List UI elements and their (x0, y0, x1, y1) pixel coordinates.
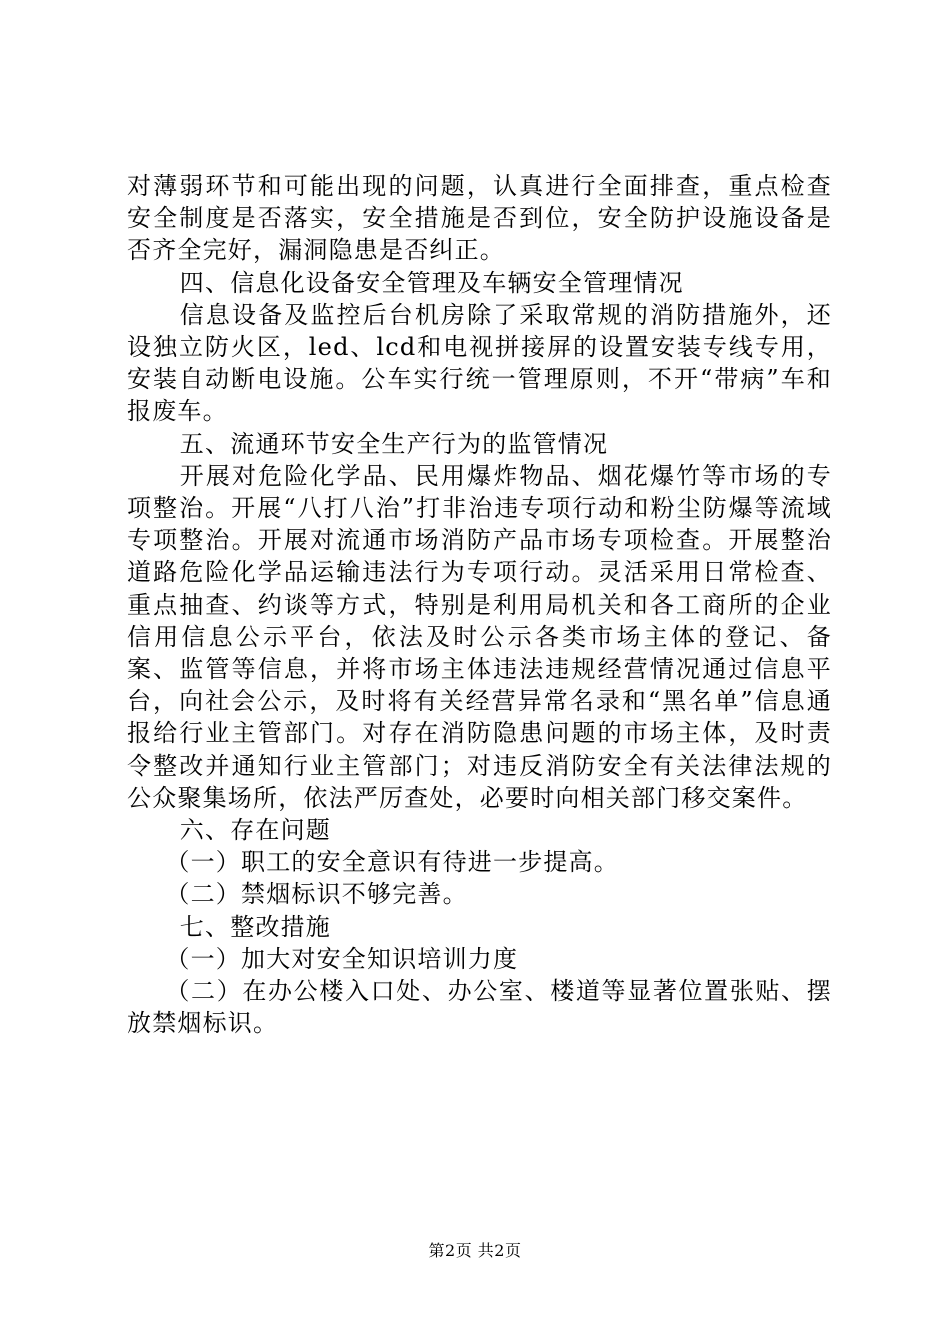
list-item-problem-2: （二）禁烟标识不够完善。 (165, 880, 468, 909)
heading-section-6: 六、存在问题 (179, 816, 331, 845)
list-item-measure-1: （一）加大对安全知识培训力度 (165, 944, 519, 973)
list-item-measure-2: （二）在办公楼入口处、办公室、楼道等显著位置张贴、摆放禁烟标识。 (127, 977, 832, 1038)
paragraph-safety-inspection: 对薄弱环节和可能出现的问题，认真进行全面排查，重点检查安全制度是否落实，安全措施是否到位，安全防护设施设备是否齐全完好，漏洞隐患是否纠正。 (127, 172, 832, 265)
paragraph-it-equipment: 信息设备及监控后台机房除了采取常规的消防措施外，还设独立防火区，led、lcd和电视拼接屏的设置安装专线专用，安装自动断电设施。公车实行统一管理原则，不开“带病”车和报废车。 (127, 300, 832, 426)
paragraph-circulation-supervision: 开展对危险化学品、民用爆炸物品、烟花爆竹等市场的专项整治。开展“八打八治”打非治违专项行动和粉尘防爆等流域专项整治。开展对流通市场消防产品市场专项检查。开展整治道路危险化学品运输违法行为专项行动。灵活采用日常检查、重点抽查、约谈等方式，特别是利用局机关和各工商所的企业信用信息公示平台，依法及时公示各类市场主体的登记、备案、监管等信息，并将市场主体违法违规经营情况通过信息平台，向社会公示，及时将有关经营异常名录和“黑名单”信息通报给行业主管部门。对存在消防隐患问题的市场主体，及时责令整改并通知行业主管部门；对违反消防安全有关法律法规的公众聚集场所，依法严厉查处，必要时向相关部门移交案件。 (127, 461, 832, 812)
page-footer: 第2页 共2页 (428, 1241, 522, 1260)
heading-section-5: 五、流通环节安全生产行为的监管情况 (179, 429, 609, 458)
heading-section-4: 四、信息化设备安全管理及车辆安全管理情况 (179, 268, 684, 297)
heading-section-7: 七、整改措施 (179, 912, 331, 941)
document-body (127, 170, 832, 1039)
list-item-problem-1: （一）职工的安全意识有待进一步提高。 (165, 848, 619, 877)
